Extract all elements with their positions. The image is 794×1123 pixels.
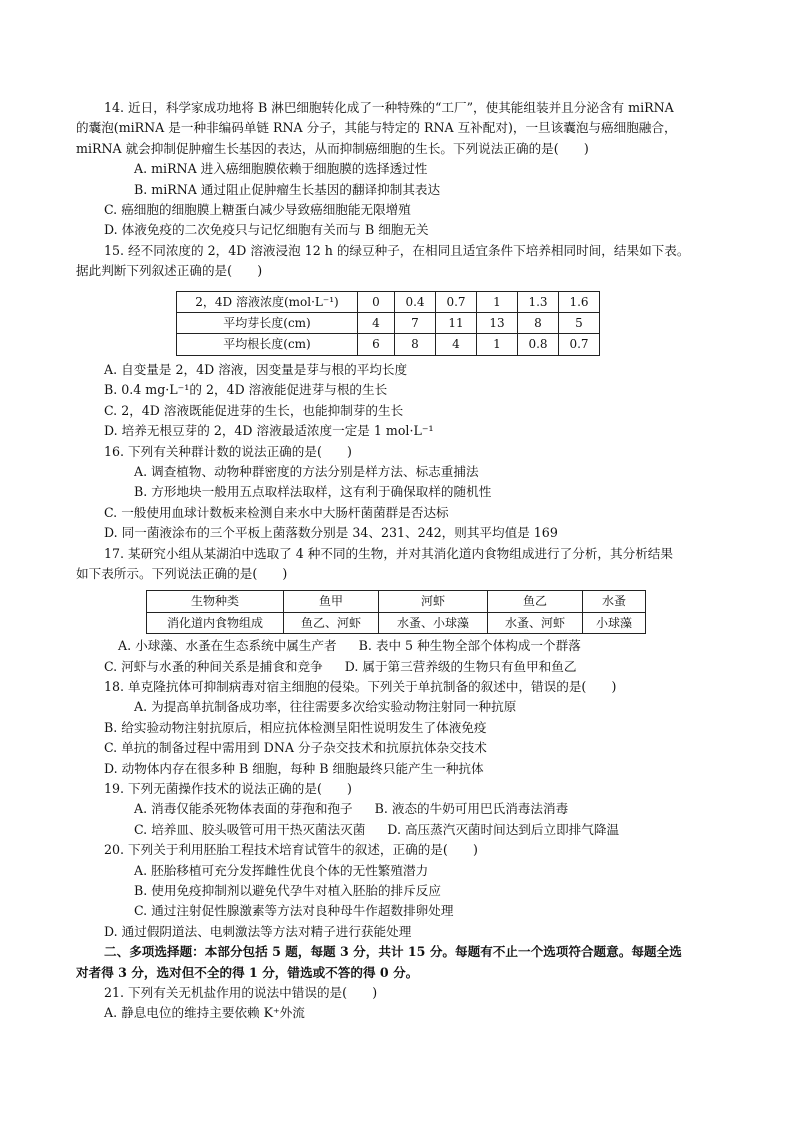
question-20-stem: 20. 下列关于利用胚胎工程技术培育试管牛的叙述，正确的是( ) [104,842,478,858]
question-15-stem-line-1: 15. 经不同浓度的 2，4D 溶液浸泡 12 h 的绿豆种子，在相同且适宜条件下培养相同时间，结果如下表。 [104,242,690,258]
question-14-option-b: B. miRNA 通过阻止促肿瘤生长基因的翻译抑制其表达 [134,181,441,197]
question-15-option-b: B. 0.4 mg·L⁻¹的 2，4D 溶液能促进芽与根的生长 [104,382,388,398]
question-17-option-a: A. 小球藻、水蚤在生态系统中属生产者 [118,638,337,654]
question-17-options-ab [76,636,736,656]
table-cell: 鱼甲 [284,591,379,612]
question-18-option-d: D. 动物体内存在很多种 B 细胞，每种 B 细胞最终只能产生一种抗体 [104,760,484,776]
table-cell: 平均芽长度(cm) [177,313,358,334]
table-cell: 0.4 [395,291,436,312]
table-cell: 6 [358,334,395,355]
table-cell: 11 [436,313,477,334]
table-cell: 水蚤、河虾 [488,612,583,633]
question-19-option-b: B. 液态的牛奶可用巴氏消毒法消毒 [374,801,569,817]
table-cell: 1.6 [559,291,600,312]
question-16-option-a: A. 调查植物、动物种群密度的方法分别是样方法、标志重捕法 [134,463,479,479]
table-cell: 1 [477,291,518,312]
table-cell: 0.8 [518,334,559,355]
question-20-option-d: D. 通过假阴道法、电刺激法等方法对精子进行获能处理 [104,923,412,939]
table-cell: 0.7 [559,334,600,355]
question-14-option-c: C. 癌细胞的细胞膜上糖蛋白减少导致癌细胞能无限增殖 [104,202,411,218]
table-cell: 平均根长度(cm) [177,334,358,355]
question-14-stem-line-1: 14. 近日，科学家成功地将 B 淋巴细胞转化成了一种特殊的“工厂”，使其能组装并且分泌含有 miRNA [104,100,674,115]
table-cell: 水蚤、小球藻 [379,612,488,633]
question-14-option-d: D. 体液免疫的二次免疫只与记忆细胞有关而与 B 细胞无关 [104,222,429,238]
table-cell: 0 [358,291,395,312]
question-17-option-b: B. 表中 5 种生物全部个体构成一个群落 [358,638,581,654]
table-cell: 生物种类 [147,591,284,612]
question-20-option-b: B. 使用免疫抑制剂以避免代孕牛对植入胚胎的排斥反应 [134,883,441,899]
table-cell: 13 [477,313,518,334]
question-17-stem-line-2: 如下表所示。下列说法正确的是( ) [76,565,288,581]
question-19-option-d: D. 高压蒸汽灭菌时间达到后立即排气降温 [387,821,620,837]
question-21-option-a: A. 静息电位的维持主要依赖 K⁺外流 [104,1005,305,1021]
question-19-stem: 19. 下列无菌操作技术的说法正确的是( ) [104,781,352,796]
table-cell: 8 [518,313,559,334]
table-cell: 水蚤 [583,591,646,612]
question-15-option-d: D. 培养无根豆芽的 2，4D 溶液最适浓度一定是 1 mol·L⁻¹ [104,423,434,439]
question-16-option-c: C. 一般使用血球计数板来检测自来水中大肠杆菌菌群是否达标 [104,504,449,520]
auxin-concentration-table [176,291,600,356]
question-17-options-cd [76,657,736,677]
exam-page [76,98,736,1024]
question-18-option-c: C. 单抗的制备过程中需用到 DNA 分子杂交技术和抗原抗体杂交技术 [104,740,487,756]
question-16-option-b: B. 方形地块一般用五点取样法取样，这有利于确保取样的随机性 [134,484,492,500]
digestive-tract-food-table [146,590,646,634]
question-19-option-c: C. 培养皿、胶头吸管可用干热灭菌法灭菌 [134,821,366,837]
question-14-option-a: A. miRNA 进入癌细胞膜依赖于细胞膜的选择透过性 [134,161,428,177]
question-18-stem: 18. 单克隆抗体可抑制病毒对宿主细胞的侵染。下列关于单抗制备的叙述中，错误的是( ) [104,678,617,694]
table-cell: 4 [436,334,477,355]
question-14-stem-line-2: 的囊泡(miRNA 是一种非编码单链 RNA 分子，其能与特定的 RNA 互补配对)，一旦该囊泡与癌细胞融合， [76,120,677,136]
question-21-stem: 21. 下列有关无机盐作用的说法中错误的是( ) [104,985,378,1001]
table-cell: 0.7 [436,291,477,312]
question-16-stem: 16. 下列有关种群计数的说法正确的是( ) [104,443,352,459]
section-2-heading-line-1: 二、多项选择题：本部分包括 5 题，每题 3 分，共计 15 分。每题有不止一个选项符合题意。每题全选 [104,944,682,960]
table-cell: 消化道内食物组成 [147,612,284,633]
question-15-option-a: A. 自变量是 2，4D 溶液，因变量是芽与根的平均长度 [104,361,408,377]
question-19-options-cd [76,820,736,840]
question-16-option-d: D. 同一菌液涂布的三个平板上菌落数分别是 34、231、242，则其平均值是 169 [104,525,558,541]
table-row [147,612,646,633]
question-18-option-b: B. 给实验动物注射抗原后，相应抗体检测呈阳性说明发生了体液免疫 [104,719,487,735]
question-20-option-a: A. 胚胎移植可充分发挥雌性优良个体的无性繁殖潜力 [134,862,429,878]
table-row [147,591,646,612]
question-19-options-ab [76,799,736,819]
question-19-option-a: A. 消毒仅能杀死物体表面的芽孢和孢子 [134,801,353,817]
question-15-option-c: C. 2，4D 溶液既能促进芽的生长，也能抑制芽的生长 [104,402,404,418]
table-row [177,291,600,312]
table-cell: 5 [559,313,600,334]
question-20-option-c: C. 通过注射促性腺激素等方法对良种母牛作超数排卵处理 [134,903,454,919]
table-cell: 8 [395,334,436,355]
question-17-stem-line-1: 17. 某研究小组从某湖泊中选取了 4 种不同的生物，并对其消化道内食物组成进行了分析，其分析结果 [104,545,673,561]
question-15-stem-line-2: 据此判断下列叙述正确的是( ) [76,263,263,279]
table-cell: 河虾 [379,591,488,612]
table-row [177,313,600,334]
table-cell: 1.3 [518,291,559,312]
question-17-option-d: D. 属于第三营养级的生物只有鱼甲和鱼乙 [344,658,577,674]
section-2-heading-line-2: 对者得 3 分，选对但不全的得 1 分，错选或不答的得 0 分。 [76,964,419,980]
table-cell: 2，4D 溶液浓度(mol·L⁻¹) [177,291,358,312]
table-cell: 鱼乙、河虾 [284,612,379,633]
table-cell: 7 [395,313,436,334]
question-17-option-c: C. 河虾与水蚤的种间关系是捕食和竞争 [104,658,323,674]
table-cell: 1 [477,334,518,355]
question-18-option-a: A. 为提高单抗制备成功率，往往需要多次给实验动物注射同一种抗原 [134,699,517,715]
table-cell: 4 [358,313,395,334]
question-14-stem-line-3: miRNA 就会抑制促肿瘤生长基因的表达，从而抑制癌细胞的生长。下列说法正确的是( ) [76,140,589,156]
table-row [177,334,600,355]
table-cell: 鱼乙 [488,591,583,612]
table-cell: 小球藻 [583,612,646,633]
